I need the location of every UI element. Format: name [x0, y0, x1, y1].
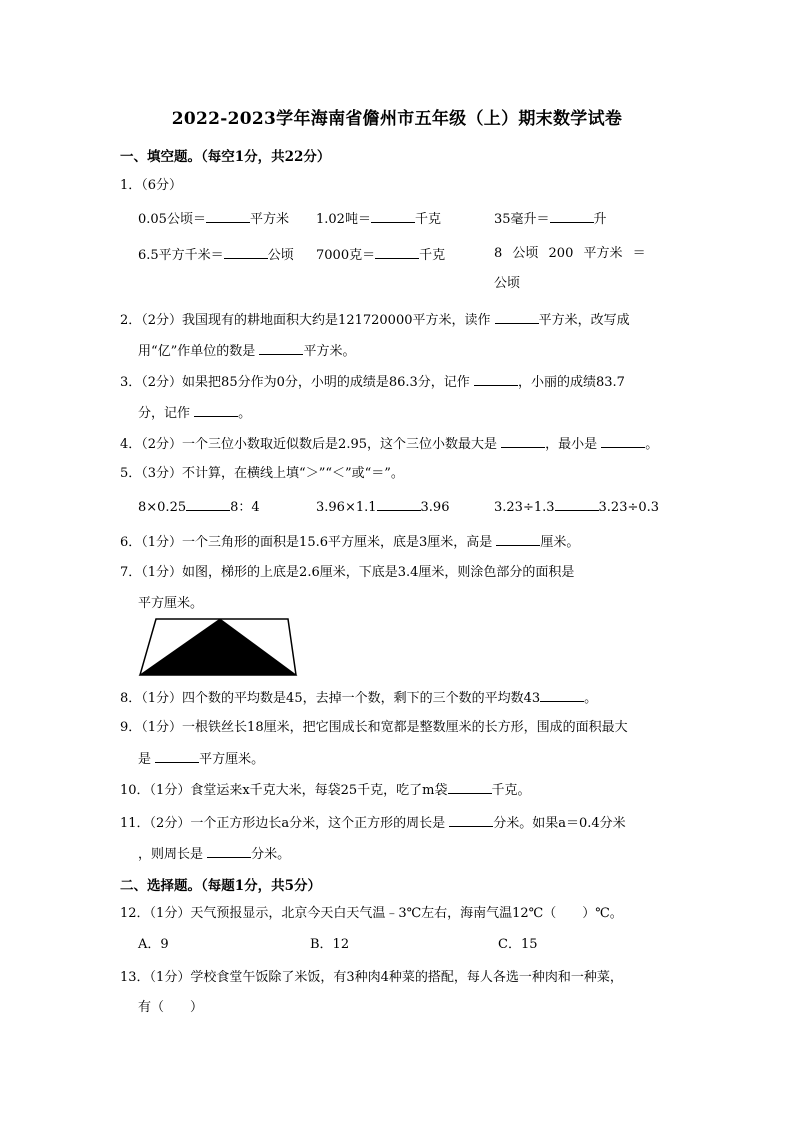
answer-blank[interactable]: [501, 433, 545, 448]
answer-blank[interactable]: [375, 244, 419, 259]
answer-blank[interactable]: [449, 812, 493, 827]
question-10: 10．（1分）食堂运来x千克大米，每袋25千克，吃了m袋 千克。: [120, 779, 680, 801]
question-13: 13．（1分）学校食堂午饭除了米饭，有3种肉4种菜的搭配，每人各选一种肉和一种菜，: [120, 970, 623, 985]
q12-option-b[interactable]: B．12: [310, 937, 350, 952]
answer-blank[interactable]: [224, 244, 268, 259]
trapezoid-figure: [138, 617, 298, 679]
q5-item-1: 8×0.25 8：4: [138, 496, 260, 518]
question-4: 4．（2分）一个三位小数取近似数后是2.95，这个三位小数最大是 ，最小是 。: [120, 433, 680, 455]
question-8: 8．（1分）四个数的平均数是45，去掉一个数，剩下的三个数的平均数43 。: [120, 687, 680, 709]
question-13-line-2: 有（ ）: [138, 1000, 204, 1015]
answer-blank[interactable]: [377, 496, 421, 511]
answer-blank[interactable]: [206, 208, 250, 223]
answer-blank[interactable]: [496, 531, 540, 546]
q12-option-a[interactable]: A．9: [138, 937, 169, 952]
answer-blank[interactable]: [207, 843, 251, 858]
q1-item-1: 0.05公顷＝ 平方米: [138, 208, 289, 230]
answer-blank[interactable]: [474, 371, 518, 386]
page-title: 2022-2023学年海南省儋州市五年级（上）期末数学试卷: [171, 109, 623, 129]
question-3: 3．（2分）如果把85分作为0分，小明的成绩是86.3分，记作 ，小丽的成绩83.7: [120, 371, 680, 393]
q1-item-5: 7000克＝ 千克: [316, 244, 445, 266]
question-9: 9．（1分）一根铁丝长18厘米，把它围成长和宽都是整数厘米的长方形，围成的面积最大: [120, 720, 628, 735]
answer-blank[interactable]: [186, 496, 230, 511]
q1-item-3: 35毫升＝ 升: [494, 208, 607, 230]
answer-blank[interactable]: [194, 402, 238, 417]
question-3-line-2: 分，记作 。: [138, 402, 678, 424]
question-2: 2．（2分）我国现有的耕地面积大约是121720000平方米，读作 平方米，改写成: [120, 309, 680, 331]
answer-blank[interactable]: [550, 208, 594, 223]
q5-item-3: 3.23÷1.3 3.23÷0.3: [494, 496, 659, 518]
question-6: 6．（1分）一个三角形的面积是15.6平方厘米，底是3厘米，高是 厘米。: [120, 531, 680, 553]
q1-item-4: 6.5平方千米＝ 公顷: [138, 244, 294, 266]
question-11: 11．（2分）一个正方形边长a分米，这个正方形的周长是 分米。如果a＝0.4分米: [120, 812, 680, 834]
answer-blank[interactable]: [155, 748, 199, 763]
question-12: 12．（1分）天气预报显示，北京今天白天气温﹣3℃左右，海南气温12℃（ ）℃。: [120, 906, 623, 921]
q12-option-c[interactable]: C．15: [498, 937, 538, 952]
section-multiple-choice: 二、选择题。（每题1分，共5分）: [120, 878, 322, 894]
section-fill-in: 一、填空题。（每空1分，共22分）: [120, 149, 331, 165]
answer-blank[interactable]: [259, 340, 303, 355]
answer-blank[interactable]: [555, 496, 599, 511]
question-1-head: 1．（6分）: [120, 178, 183, 193]
answer-blank[interactable]: [540, 687, 584, 702]
q1-item-6-unit: 公顷: [494, 276, 521, 291]
question-9-line-2: 是 平方厘米。: [138, 748, 678, 770]
q1-item-6: 8 公顷 200 平方米 ＝: [494, 246, 646, 261]
answer-blank[interactable]: [371, 208, 415, 223]
question-11-line-2: ，则周长是 分米。: [138, 843, 678, 865]
question-7-line-2: 平方厘米。: [138, 596, 204, 611]
q5-item-2: 3.96×1.1 3.96: [316, 496, 449, 518]
question-2-line-2: 用“亿”作单位的数是 平方米。: [138, 340, 678, 362]
question-5-head: 5．（3分）不计算，在横线上填“＞”“＜”或“＝”。: [120, 466, 404, 481]
answer-blank[interactable]: [495, 309, 539, 324]
question-7: 7．（1分）如图，梯形的上底是2.6厘米，下底是3.4厘米，则涂色部分的面积是: [120, 565, 575, 580]
answer-blank[interactable]: [448, 779, 492, 794]
answer-blank[interactable]: [601, 433, 645, 448]
q1-item-2: 1.02吨＝ 千克: [316, 208, 441, 230]
